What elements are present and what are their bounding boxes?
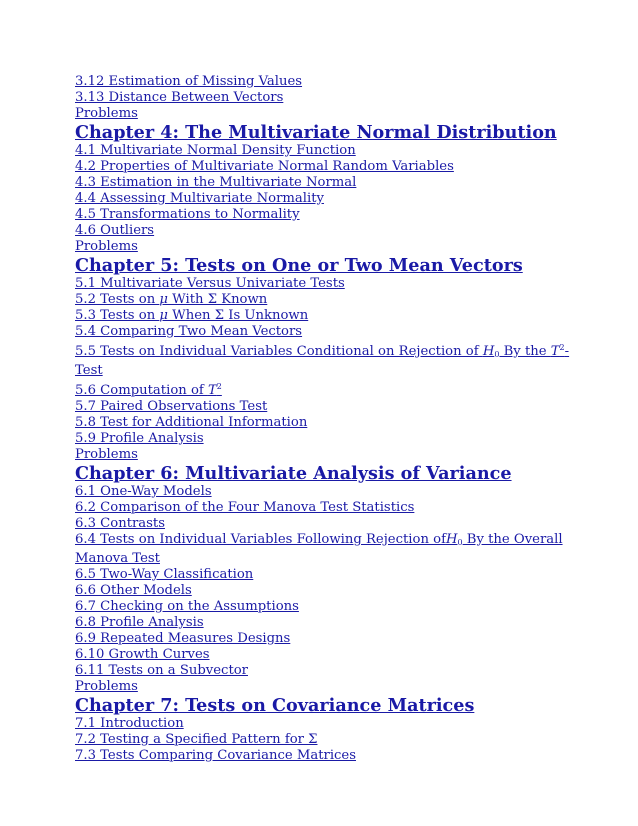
h-subscript: 0 (494, 350, 500, 359)
toc-link-6-1[interactable]: 6.1 One-Way Models (75, 484, 212, 499)
toc-link-6-10[interactable]: 6.10 Growth Curves (75, 647, 210, 662)
toc-link-text: By the Overall Manova Test (75, 532, 563, 566)
toc-link-5-6[interactable] (75, 379, 575, 399)
toc-link-4-6[interactable]: 4.6 Outliers (75, 223, 155, 238)
mu-symbol: μ (159, 308, 168, 323)
t-superscript: 2 (216, 382, 222, 391)
t-superscript: 2 (559, 343, 565, 352)
toc-link-text: -Test (75, 344, 570, 378)
chapter-6-heading[interactable]: Chapter 6: Multivariate Analysis of Variance (75, 463, 512, 484)
chapter-5-heading[interactable]: Chapter 5: Tests on One or Two Mean Vectors (75, 255, 523, 276)
h-subscript: 0 (457, 538, 463, 547)
toc-link-ch4-problems[interactable]: Problems (75, 239, 138, 254)
toc-link-text: 5.2 Tests on (75, 292, 160, 307)
toc-link-7-3[interactable]: 7.3 Tests Comparing Covariance Matrices (75, 748, 356, 763)
toc-link-5-9[interactable]: 5.9 Profile Analysis (75, 431, 204, 446)
toc-link-4-4[interactable]: 4.4 Assessing Multivariate Normality (75, 191, 324, 206)
mu-symbol: μ (159, 292, 168, 307)
toc-link-4-3[interactable]: 4.3 Estimation in the Multivariate Normal (75, 175, 357, 190)
toc-link-5-7[interactable]: 5.7 Paired Observations Test (75, 399, 268, 414)
toc-link-5-1[interactable]: 5.1 Multivariate Versus Univariate Tests (75, 276, 345, 291)
toc-link-ch5-problems[interactable]: Problems (75, 447, 138, 462)
toc-link-5-5[interactable] (75, 340, 575, 379)
toc-link-6-7[interactable]: 6.7 Checking on the Assumptions (75, 599, 299, 614)
toc-link-text: With Σ Known (167, 292, 268, 307)
toc-link-text: 5.6 Computation of (75, 383, 208, 398)
h-symbol: H (445, 532, 458, 547)
toc-link-text: 6.4 Tests on Individual Variables Following Rejection of (75, 532, 446, 547)
t-symbol: T (550, 344, 560, 359)
toc-link-6-9[interactable]: 6.9 Repeated Measures Designs (75, 631, 291, 646)
toc-link-5-8[interactable]: 5.8 Test for Additional Information (75, 415, 308, 430)
toc-link-3-12[interactable]: 3.12 Estimation of Missing Values (75, 74, 303, 89)
toc-link-text: 5.5 Tests on Individual Variables Conditional on Rejection of (75, 344, 483, 359)
toc-link-6-8[interactable]: 6.8 Profile Analysis (75, 615, 204, 630)
toc-link-ch3-problems[interactable]: Problems (75, 106, 138, 121)
chapter-7-heading[interactable]: Chapter 7: Tests on Covariance Matrices (75, 695, 475, 716)
toc-link-6-5[interactable]: 6.5 Two-Way Classification (75, 567, 254, 582)
toc-link-7-2[interactable]: 7.2 Testing a Specified Pattern for Σ (75, 732, 318, 747)
h-symbol: H (482, 344, 495, 359)
toc-link-5-4[interactable]: 5.4 Comparing Two Mean Vectors (75, 324, 303, 339)
table-of-contents (75, 74, 575, 764)
toc-link-3-13[interactable]: 3.13 Distance Between Vectors (75, 90, 284, 105)
toc-link-4-5[interactable]: 4.5 Transformations to Normality (75, 207, 300, 222)
toc-link-5-2[interactable] (75, 292, 575, 308)
toc-link-5-3[interactable] (75, 308, 575, 324)
toc-link-text: 5.3 Tests on (75, 308, 160, 323)
toc-link-6-3[interactable]: 6.3 Contrasts (75, 516, 165, 531)
toc-link-ch6-problems[interactable]: Problems (75, 679, 138, 694)
toc-link-4-1[interactable]: 4.1 Multivariate Normal Density Function (75, 143, 356, 158)
toc-link-6-6[interactable]: 6.6 Other Models (75, 583, 192, 598)
toc-link-text: By the (499, 344, 551, 359)
toc-link-4-2[interactable]: 4.2 Properties of Multivariate Normal Random Variables (75, 159, 454, 174)
toc-link-text: When Σ Is Unknown (167, 308, 309, 323)
chapter-4-heading[interactable]: Chapter 4: The Multivariate Normal Distribution (75, 122, 557, 143)
t-symbol: T (207, 383, 217, 398)
toc-link-6-4[interactable] (75, 532, 575, 567)
toc-link-6-2[interactable]: 6.2 Comparison of the Four Manova Test Statistics (75, 500, 415, 515)
toc-link-6-11[interactable]: 6.11 Tests on a Subvector (75, 663, 248, 678)
toc-link-7-1[interactable]: 7.1 Introduction (75, 716, 184, 731)
